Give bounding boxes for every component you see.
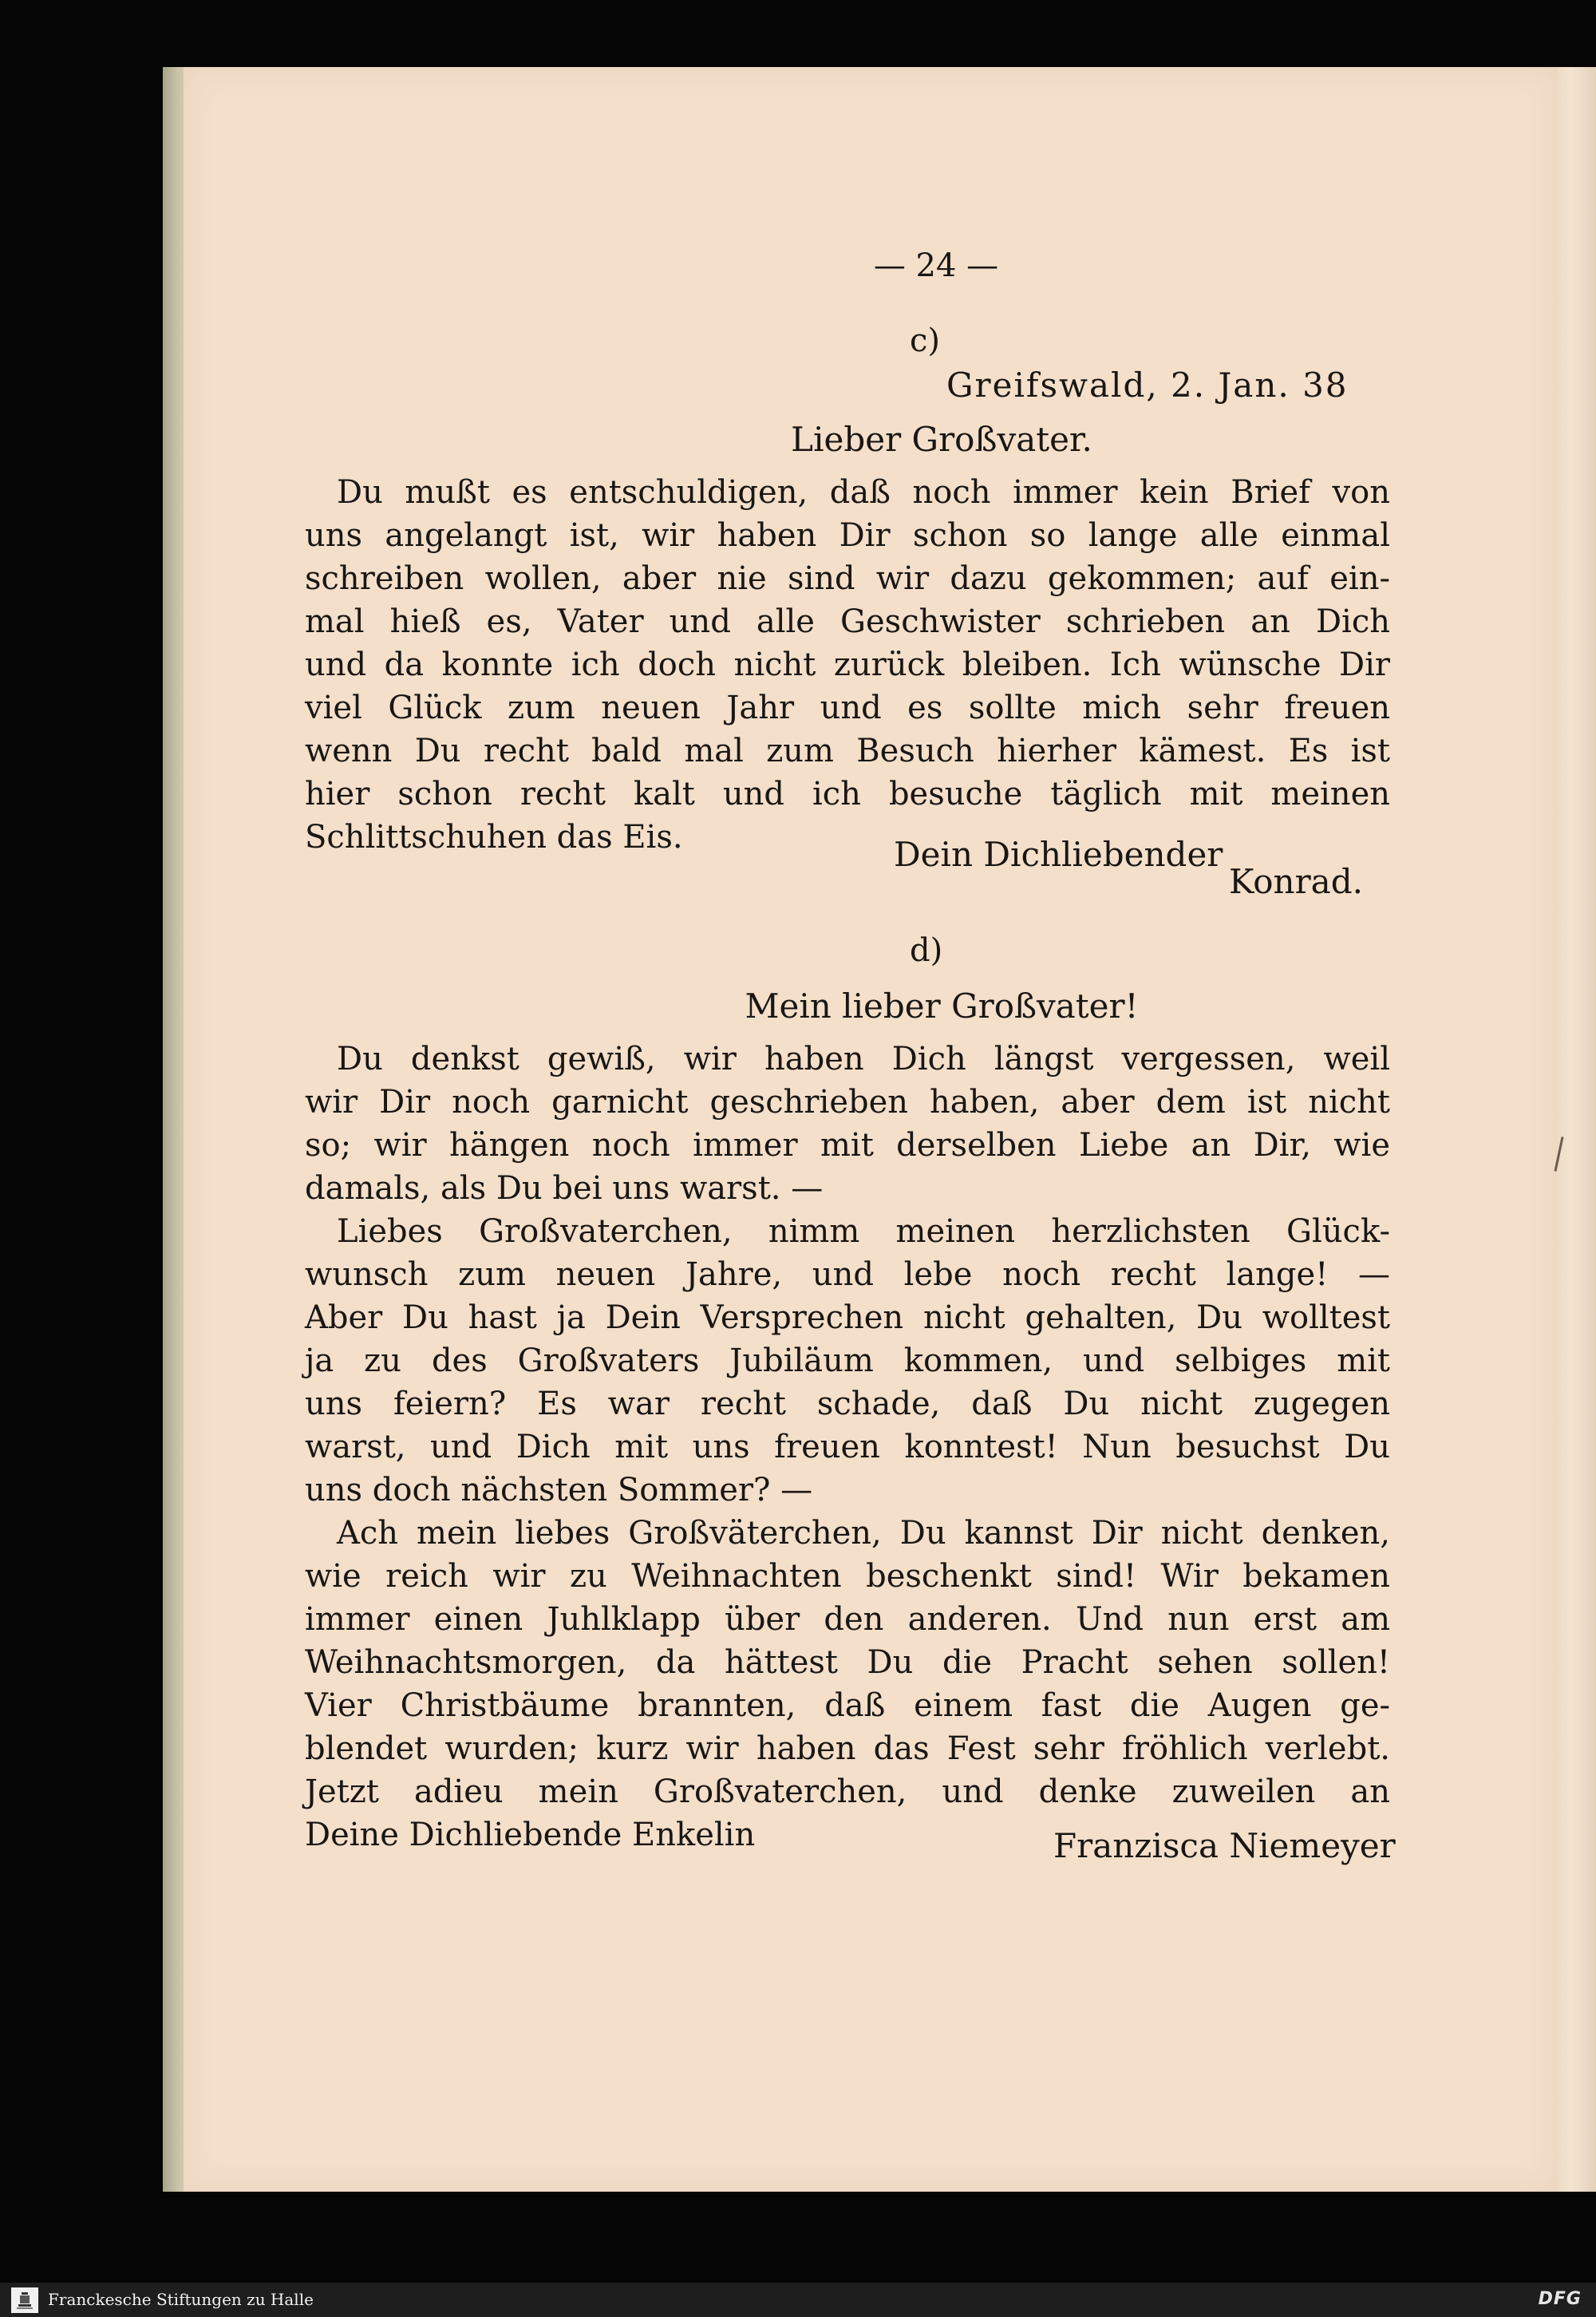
letter-d-p2-line: uns feiern? Es war recht schade, daß Du nicht zugegen: [305, 1386, 1390, 1422]
letter-d-p3-line: wie reich wir zu Weihnachten beschenkt sind! Wir bekamen: [305, 1558, 1390, 1595]
letter-d-p1-line: wir Dir noch garnicht geschrieben haben, aber dem ist nicht: [305, 1084, 1390, 1121]
letter-d-p2-line: Liebes Großvaterchen, nimm meinen herzlichsten Glück-: [337, 1213, 1390, 1250]
letter-d-salutation: Mein lieber Großvater!: [745, 987, 1139, 1026]
letter-d-p2-line: warst, und Dich mit uns freuen konntest! Nun besuchst Du: [305, 1429, 1390, 1465]
footer-institution-link[interactable]: Franckesche Stiftungen zu Halle: [48, 2290, 314, 2309]
letter-c-line: Du mußt es entschuldigen, daß noch immer kein Brief von: [337, 474, 1390, 511]
letter-d-p3-line: Vier Christbäume brannten, daß einem fast die Augen ge-: [305, 1687, 1390, 1724]
page-number: — 24 —: [873, 247, 999, 284]
letter-c-line: wenn Du recht bald mal zum Besuch hierher kämest. Es ist: [305, 733, 1390, 769]
letter-c-signature: Konrad.: [1229, 862, 1363, 901]
letter-d-p3-line: Ach mein liebes Großväterchen, Du kannst Dir nicht denken,: [337, 1515, 1390, 1552]
letter-d-signature: Franzisca Niemeyer: [1053, 1826, 1396, 1865]
letter-c-line: uns angelangt ist, wir haben Dir schon so lange alle einmal: [305, 517, 1390, 554]
dfg-logo: DFG: [1538, 2289, 1582, 2309]
letter-d-p2-line: ja zu des Großvaters Jubiläum kommen, und selbiges mit: [305, 1342, 1390, 1379]
letter-c-line: schreiben wollen, aber nie sind wir dazu gekommen; auf ein-: [305, 560, 1390, 597]
letter-d-p1-line: Du denkst gewiß, wir haben Dich längst vergessen, weil: [337, 1041, 1390, 1077]
letter-d-p1-line: damals, als Du bei uns warst. —: [305, 1170, 824, 1207]
letter-c-line: Schlittschuhen das Eis.: [305, 819, 683, 856]
letter-d-p3-line: Deine Dichliebende Enkelin: [305, 1817, 756, 1853]
letter-c-line: hier schon recht kalt und ich besuche täglich mit meinen: [305, 776, 1390, 813]
letter-c-line: viel Glück zum neuen Jahr und es sollte mich sehr freuen: [305, 690, 1390, 726]
letter-d-p2-line: Aber Du hast ja Dein Versprechen nicht gehalten, Du wolltest: [305, 1299, 1390, 1336]
letter-d-p3-line: Jetzt adieu mein Großvaterchen, und denke zuweilen an: [305, 1773, 1390, 1810]
letter-d-p3-line: Weihnachtsmorgen, da hättest Du die Pracht sehen sollen!: [305, 1644, 1390, 1681]
letter-c-label: c): [910, 322, 941, 359]
letter-d-p3-line: blendet wurden; kurz wir haben das Fest sehr fröhlich verlebt.: [305, 1730, 1390, 1767]
letter-d-label: d): [910, 932, 943, 969]
letter-d-p1-line: so; wir hängen noch immer mit derselben Liebe an Dir, wie: [305, 1127, 1390, 1164]
letter-c-line: und da konnte ich doch nicht zurück bleiben. Ich wünsche Dir: [305, 646, 1390, 683]
letter-c-place-date: Greifswald, 2. Jan. 38: [946, 366, 1349, 405]
letter-c-line: mal hieß es, Vater und alle Geschwister schrieben an Dich: [305, 603, 1390, 640]
letter-c-salutation: Lieber Großvater.: [791, 420, 1092, 459]
letter-d-p3-line: immer einen Juhlklapp über den anderen. Und nun erst am: [305, 1601, 1390, 1638]
letter-d-p2-line: uns doch nächsten Sommer? —: [305, 1472, 813, 1508]
institution-logo-icon: [11, 2287, 38, 2313]
letter-d-p2-line: wunsch zum neuen Jahre, und lebe noch recht lange! —: [305, 1256, 1390, 1293]
page-edge-right: [1555, 67, 1596, 2192]
letter-c-closing: Dein Dichliebender: [894, 835, 1223, 874]
